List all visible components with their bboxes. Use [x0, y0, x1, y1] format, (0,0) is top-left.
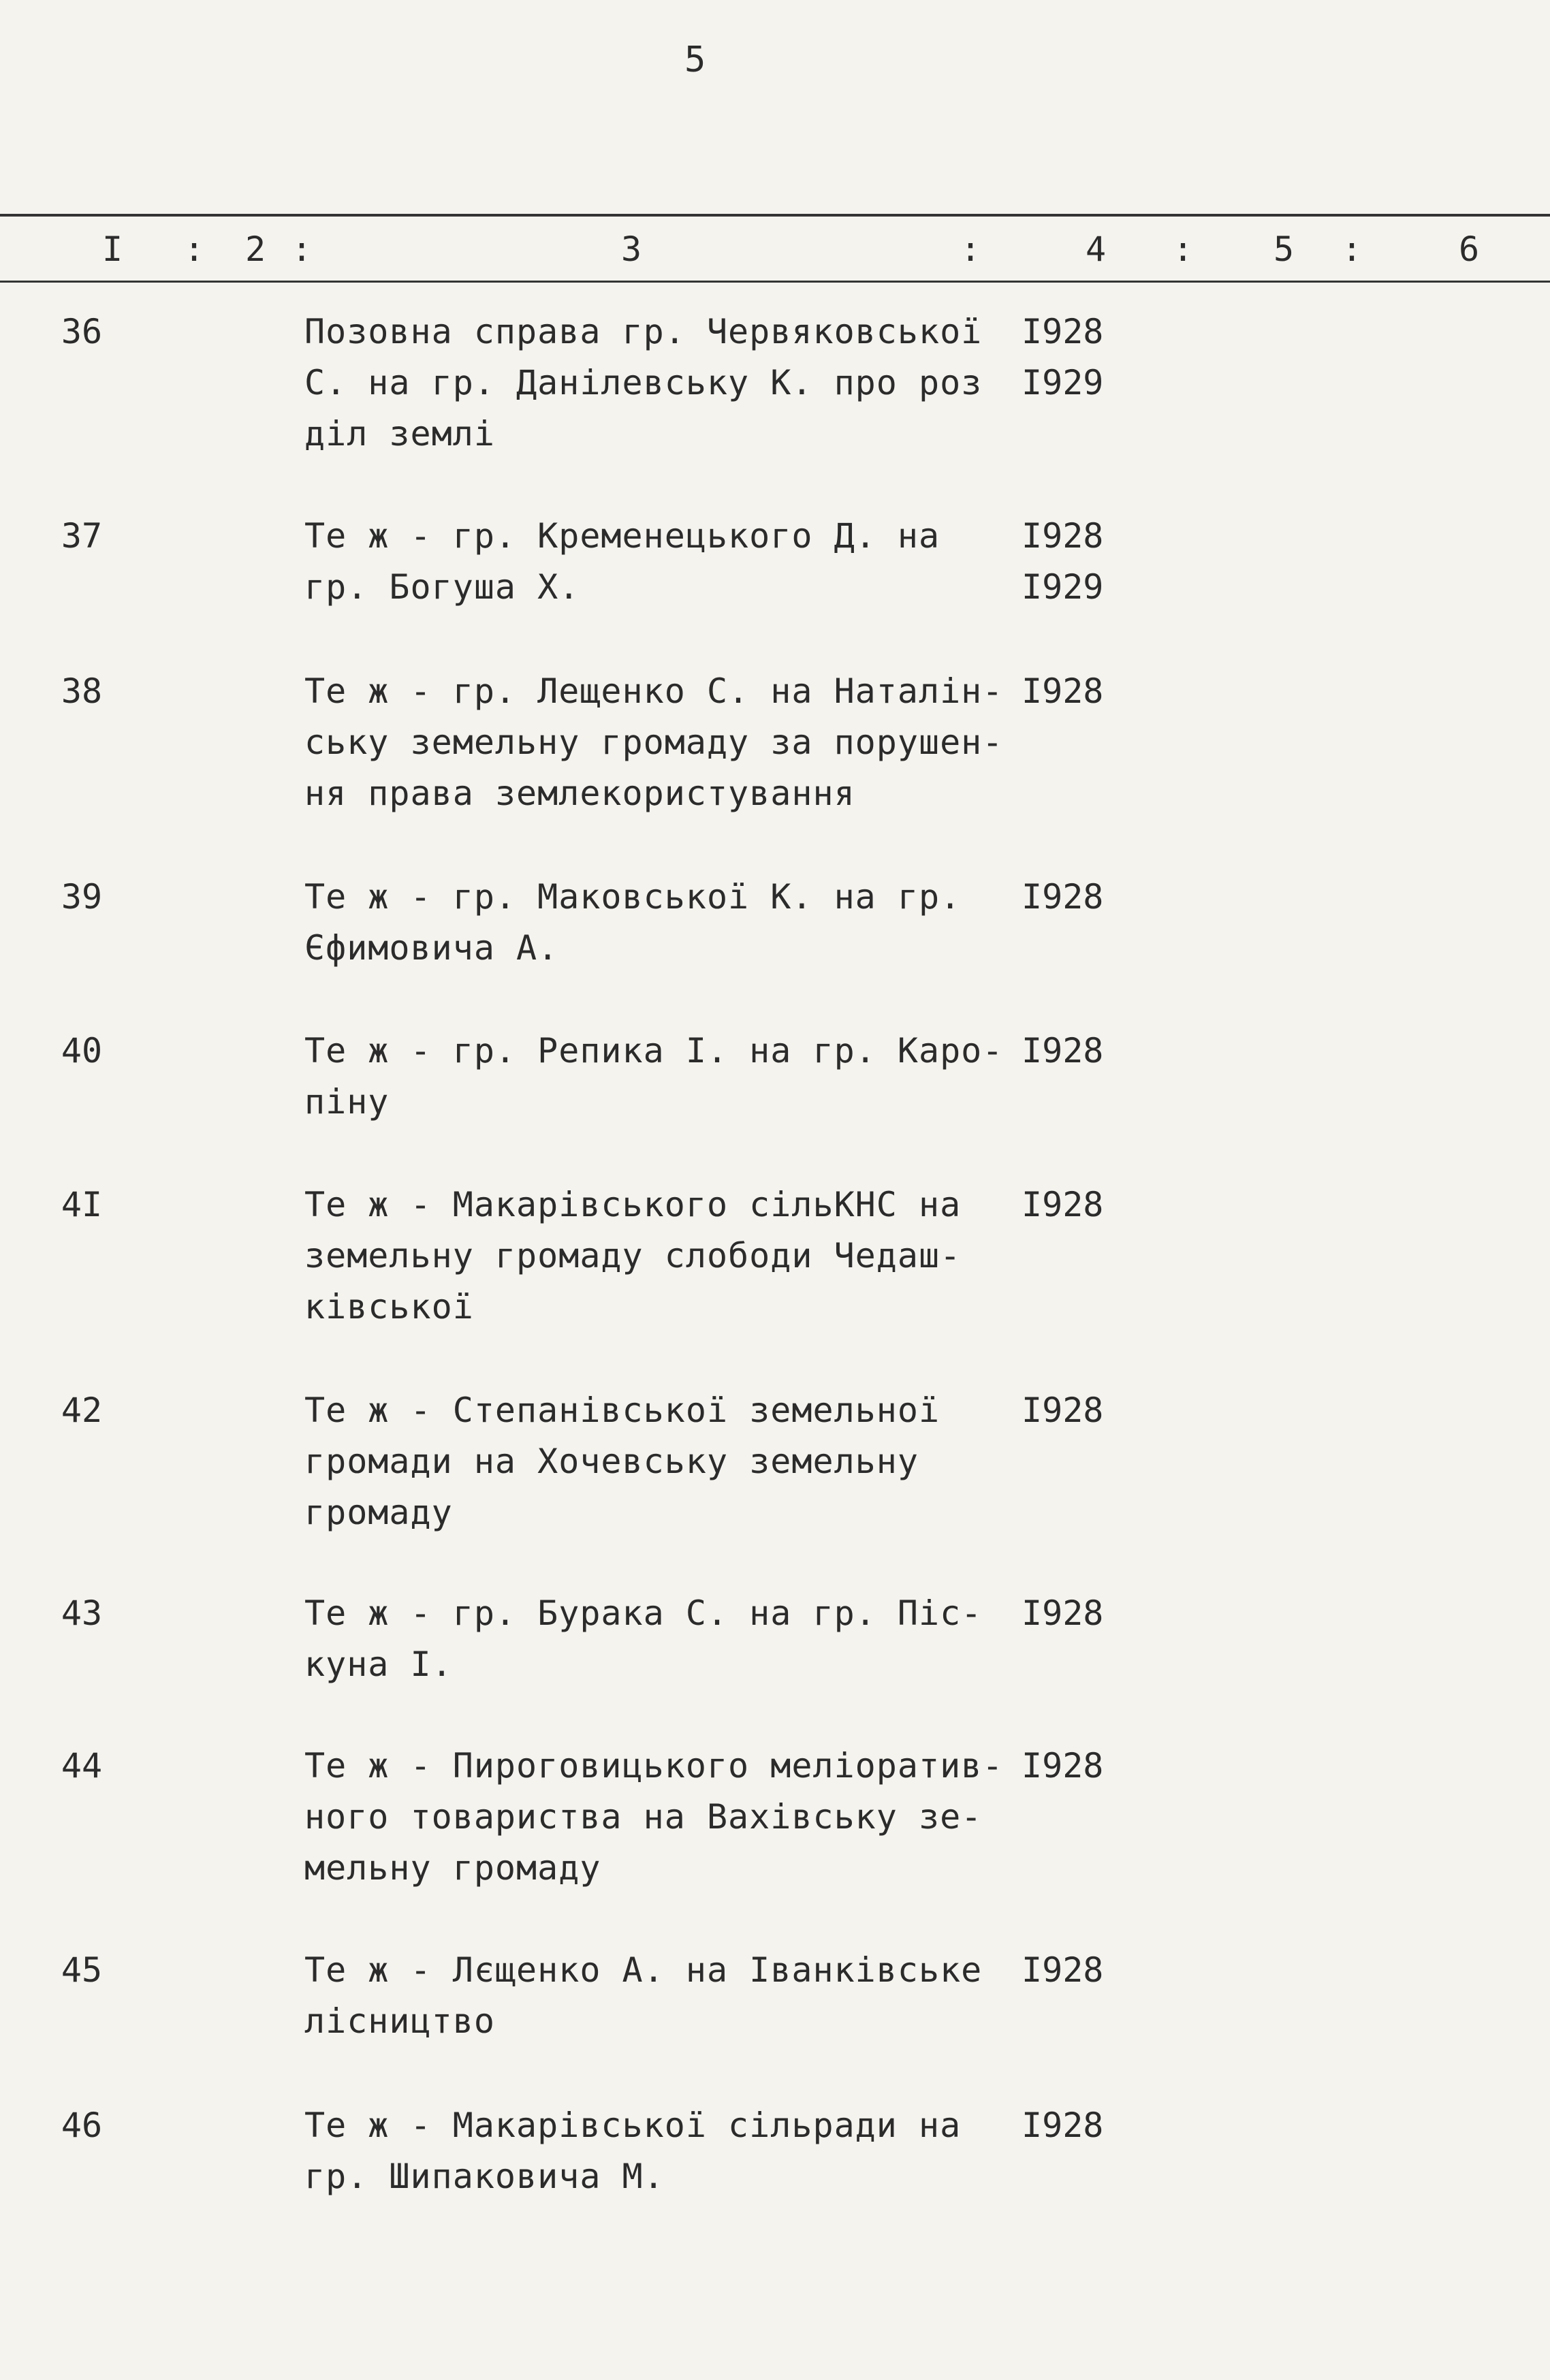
item-years: I928 [1022, 877, 1104, 917]
item-number: 38 [61, 671, 103, 711]
column-header-separator: : [184, 229, 205, 269]
item-description: Те ж - гр. Маковської К. на гр. Єфимовича А. [304, 877, 962, 968]
item-description: Те ж - Степанівської земельної громади на Хочевську земельну громаду [304, 1391, 940, 1532]
item-years: I928 [1022, 1391, 1104, 1430]
item-description: Те ж - Пироговицького меліоратив- ного товариства на Вахівську зе- мельну громаду [304, 1746, 1004, 1888]
column-header-separator: : [291, 229, 313, 269]
item-description: Те ж - гр. Бурака С. на гр. Піс- куна І. [304, 1593, 983, 1684]
column-header-5: 5 [1274, 229, 1295, 269]
item-number: 4I [61, 1185, 103, 1224]
item-years: I928 [1022, 2106, 1104, 2145]
column-header-2: 2 [245, 229, 266, 269]
column-header-separator: : [1342, 229, 1363, 269]
item-years: I928 [1022, 1746, 1104, 1786]
column-header-1: I [102, 229, 123, 269]
column-header-6: 6 [1459, 229, 1480, 269]
column-header-3: 3 [621, 229, 642, 269]
item-number: 37 [61, 516, 103, 556]
header-top-rule [0, 214, 1550, 217]
column-header-4: 4 [1086, 229, 1107, 269]
item-number: 39 [61, 877, 103, 917]
item-years: I928 I929 [1022, 516, 1104, 607]
item-number: 40 [61, 1031, 103, 1070]
item-years: I928 [1022, 1593, 1104, 1633]
item-number: 36 [61, 312, 103, 351]
item-number: 46 [61, 2106, 103, 2145]
item-description: Те ж - Лєщенко А. на Іванківське лісництво [304, 1950, 983, 2041]
item-description: Позовна справа гр. Червяковської С. на гр. Данілевську К. про роз діл землі [304, 312, 983, 454]
item-years: I928 I929 [1022, 312, 1104, 402]
column-header-separator: : [960, 229, 981, 269]
column-header-separator: : [1173, 229, 1194, 269]
header-bottom-rule [0, 281, 1550, 283]
item-description: Те ж - гр. Репика І. на гр. Каро- піну [304, 1031, 1004, 1122]
item-years: I928 [1022, 1185, 1104, 1224]
page-number: 5 [684, 39, 706, 80]
item-description: Те ж - Макарівського сільКНС на земельну громаду слободи Чедаш- ківської [304, 1185, 962, 1327]
item-years: I928 [1022, 1031, 1104, 1070]
item-years: I928 [1022, 671, 1104, 711]
item-years: I928 [1022, 1950, 1104, 1990]
item-number: 45 [61, 1950, 103, 1990]
item-number: 42 [61, 1391, 103, 1430]
item-description: Те ж - Макарівської сільради на гр. Шипаковича М. [304, 2106, 962, 2196]
item-description: Те ж - гр. Кременецького Д. на гр. Богуша Х. [304, 516, 940, 607]
item-description: Те ж - гр. Лещенко С. на Наталін- ську земельну громаду за порушен- ня права землекористування [304, 671, 1004, 813]
item-number: 43 [61, 1593, 103, 1633]
item-number: 44 [61, 1746, 103, 1786]
